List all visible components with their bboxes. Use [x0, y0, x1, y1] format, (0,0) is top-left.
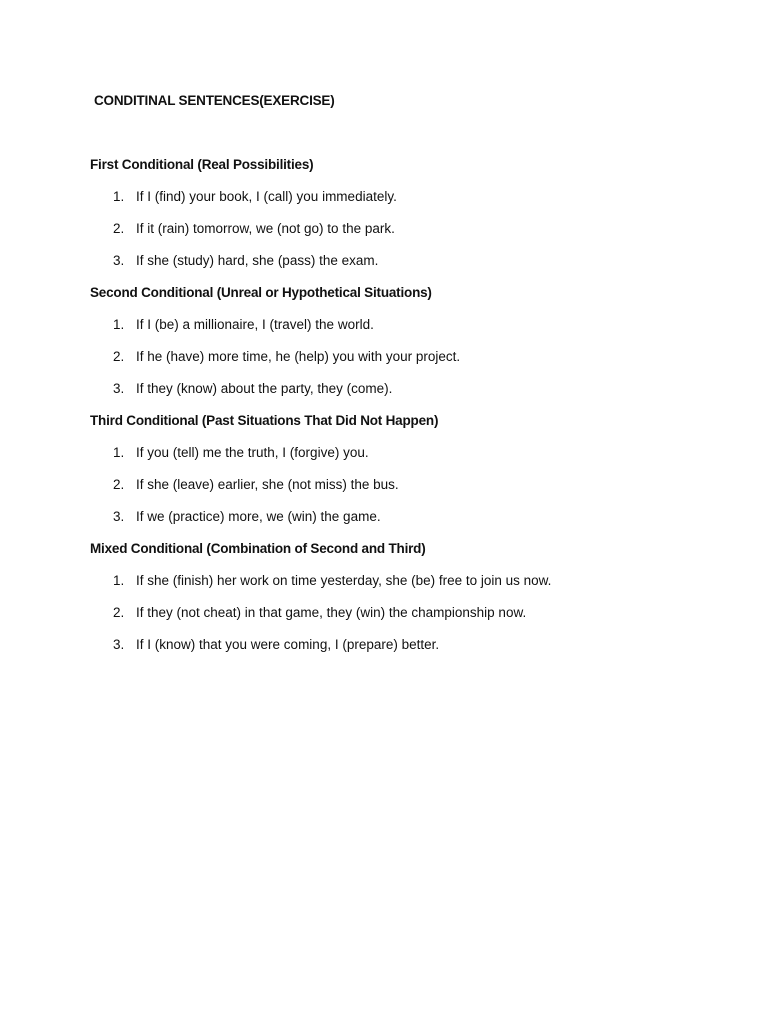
list-item-number: 2. [113, 605, 125, 620]
list-item-text: If they (know) about the party, they (come). [136, 381, 393, 396]
list-item [0, 637, 700, 655]
list-item-text: If she (study) hard, she (pass) the exam. [136, 253, 379, 268]
section-heading-mixed-conditional: Mixed Conditional (Combination of Second and Third) [90, 541, 426, 556]
list-item [0, 605, 700, 623]
list-item-text: If you (tell) me the truth, I (forgive) you. [136, 445, 369, 460]
list-item-text: If I (know) that you were coming, I (prepare) better. [136, 637, 440, 652]
list-item-text: If I (be) a millionaire, I (travel) the world. [136, 317, 374, 332]
list-item-number: 1. [113, 445, 125, 460]
list-item-number: 3. [113, 381, 125, 396]
list-item-number: 2. [113, 477, 125, 492]
list-item-number: 2. [113, 221, 125, 236]
list-item [0, 573, 700, 591]
section-heading-third-conditional: Third Conditional (Past Situations That Did Not Happen) [90, 413, 439, 428]
list-item [0, 349, 700, 367]
list-item-number: 2. [113, 349, 125, 364]
list-item [0, 221, 700, 239]
list-item [0, 477, 700, 495]
list-item-number: 3. [113, 637, 125, 652]
list-item-number: 3. [113, 253, 125, 268]
list-item-text: If I (find) your book, I (call) you immediately. [136, 189, 397, 204]
list-item [0, 445, 700, 463]
list-item-number: 1. [113, 573, 125, 588]
list-item-text: If she (finish) her work on time yesterday, she (be) free to join us now. [136, 573, 552, 588]
list-item-number: 1. [113, 317, 125, 332]
list-item-text: If they (not cheat) in that game, they (win) the championship now. [136, 605, 527, 620]
section-heading-second-conditional: Second Conditional (Unreal or Hypothetical Situations) [90, 285, 432, 300]
list-item-text: If it (rain) tomorrow, we (not go) to the park. [136, 221, 395, 236]
list-item-number: 1. [113, 189, 125, 204]
list-item [0, 253, 700, 271]
list-item [0, 381, 700, 399]
list-item-text: If we (practice) more, we (win) the game. [136, 509, 381, 524]
list-item [0, 189, 700, 207]
list-item [0, 317, 700, 335]
list-item-text: If she (leave) earlier, she (not miss) the bus. [136, 477, 399, 492]
list-item-number: 3. [113, 509, 125, 524]
list-item [0, 509, 700, 527]
document-title: CONDITINAL SENTENCES(EXERCISE) [94, 93, 335, 108]
list-item-text: If he (have) more time, he (help) you with your project. [136, 349, 461, 364]
section-heading-first-conditional: First Conditional (Real Possibilities) [90, 157, 314, 172]
